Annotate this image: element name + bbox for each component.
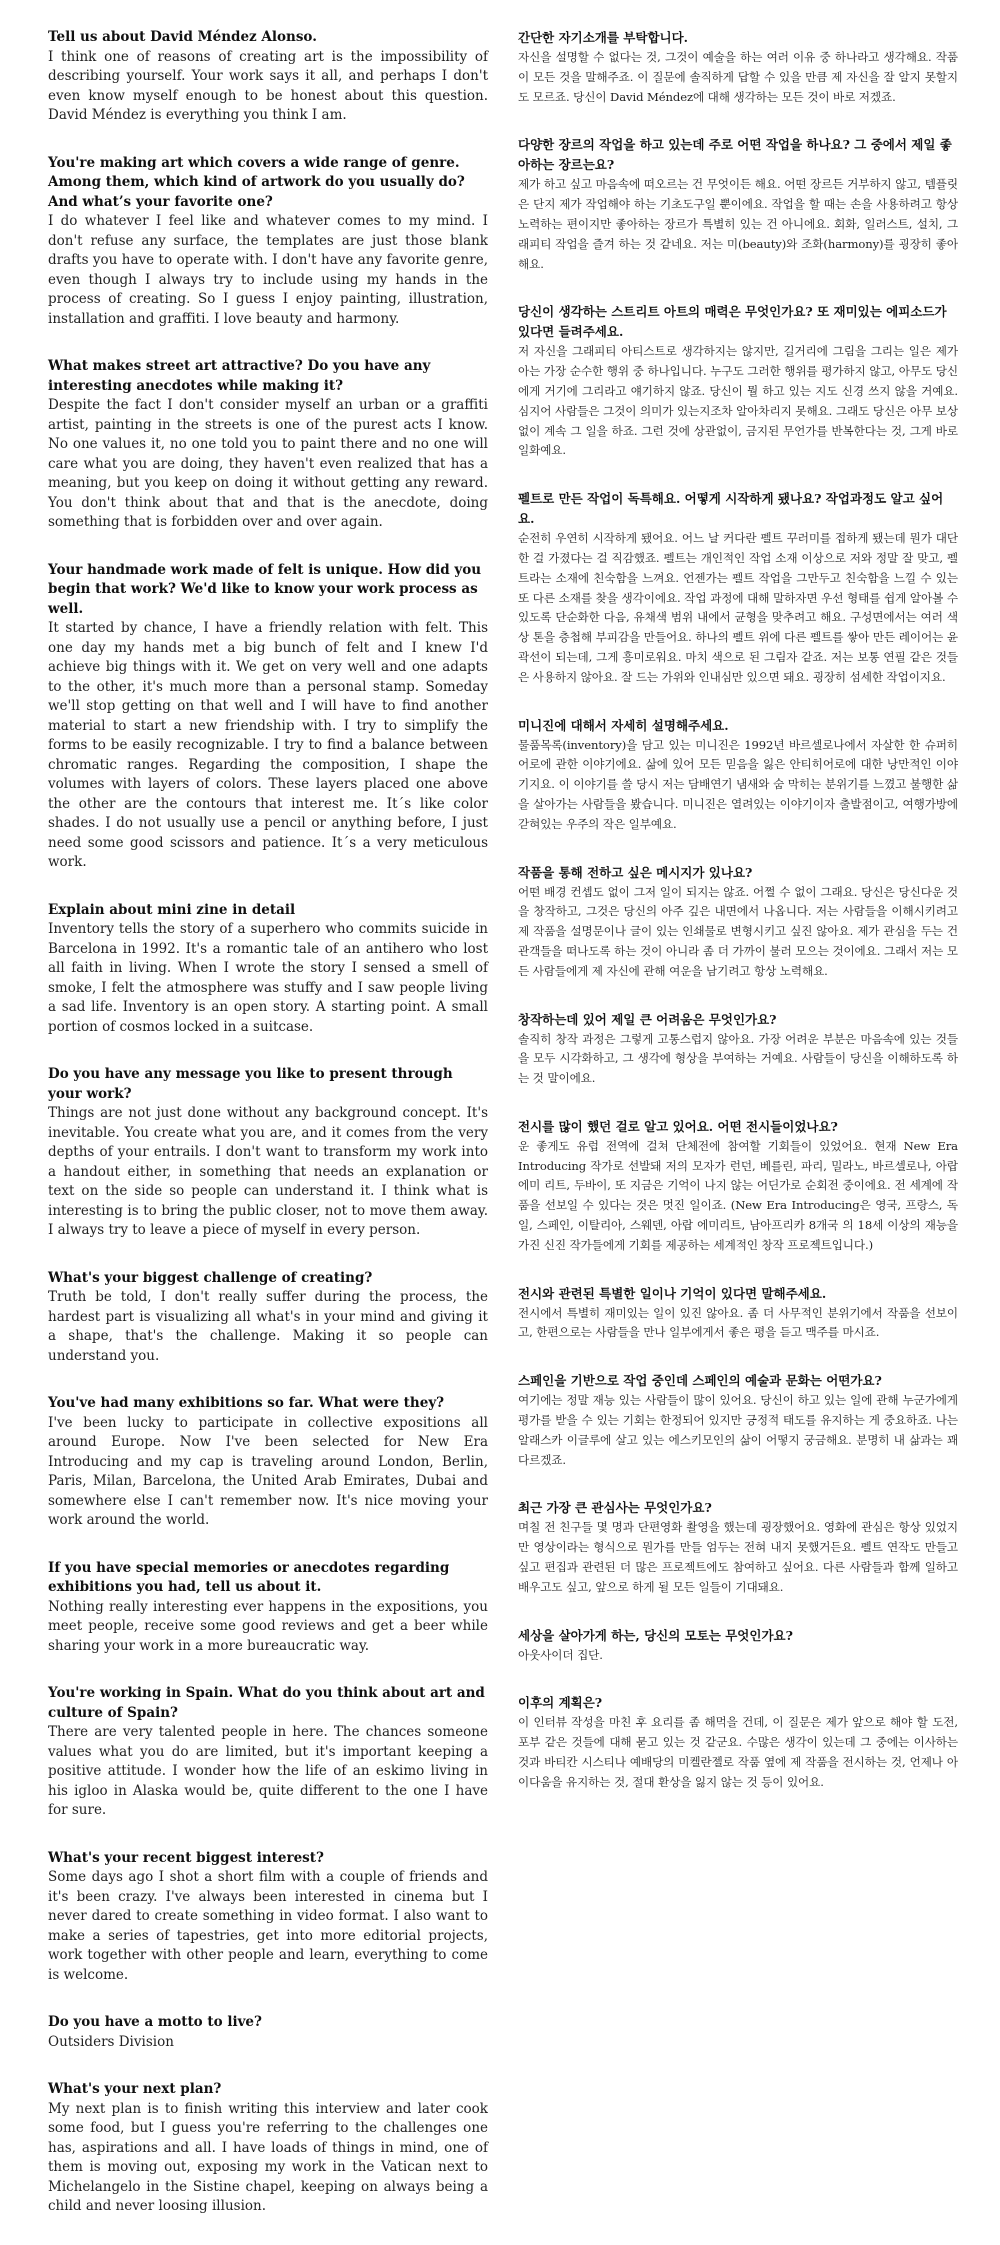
korean-question: 창작하는데 있어 제일 큰 어려움은 무엇인가요? — [518, 1011, 777, 1027]
english-answer: Truth be told, I don't really suffer during the process, the hardest part is visualizing all what's in your mind and giving it a shape, that's the challenge. Making it so people can understand you. — [48, 1289, 488, 1364]
korean-question: 이후의 계획은? — [518, 1695, 603, 1711]
english-question: You're working in Spain. What do you think about art and culture of Spain? — [48, 1685, 485, 1721]
english-answer: Despite the fact I don't consider myself an urban or a graffiti artist, painting in the streets is one of the purest acts I know. No one values it, no one told you to paint there and no one will care what you are doing, they haven't even realized that has a meaning, but you keep on doing it without getting any reward. You don't think about that and that is the anecdote, doing something that is forbidden over and over again. — [48, 397, 488, 530]
english-qa-block — [48, 357, 488, 533]
korean-question: 간단한 자기소개를 부탁합니다. — [518, 30, 689, 45]
english-answer: There are very talented people in here. The chances someone values what you do are limited, but it's important keeping a positive attitude. I wonder how the life of an eskimo living in his igloo in Alaska would be, quite different to the one I have for sure. — [48, 1724, 488, 1818]
english-qa-block — [48, 561, 488, 873]
korean-question: 작품을 통해 전하고 싶은 메시지가 있나요? — [518, 864, 753, 880]
english-qa-block — [48, 1559, 488, 1657]
korean-answer: 솔직히 창작 과정은 그렇게 고통스럽지 않아요. 가장 어려운 부분은 마음속에 있는 것들을 모두 시각화하고, 그 생각에 형상을 부여하는 거예요. 사람들이 당신을 이해하도록 하는 것 말이에요. — [518, 1031, 958, 1086]
english-question: Do you have a motto to live? — [48, 2014, 262, 2030]
korean-qa-block — [518, 863, 958, 982]
english-qa-block — [48, 1849, 488, 1986]
korean-question: 세상을 살아가게 하는, 당신의 모토는 무엇인가요? — [518, 1627, 793, 1643]
korean-answer: 운 좋게도 유럽 전역에 걸쳐 단체전에 참여할 기회들이 있었어요. 현재 New Era Introducing 작가로 선발돼 저의 모자가 런던, 베를린, 파리, 밀라노, 바르셀로나, 아랍 에미 리트, 두바이, 또 지금은 기억이 나지 않는 어딘가로 순회전 중이에요. 전 세계에 작품을 선보일 수 있다는 것은 멋진 일이죠. (New Era Introducing은 영국, 프랑스, 독일, 스페인, 이탈리아, 스웨덴, 아랍 에미리트, 남아프리카 8개국 의 18세 이상의 재능을 가진 신진 작가들에게 기회를 제공하는 세계적인 창작 프로젝트입니다.) — [518, 1138, 958, 1252]
english-answer: Things are not just done without any background concept. It's inevitable. You create what you are, and it comes from the very depths of your entrails. I don't want to transform my work into a handout either, in something that needs an explanation or text on the side so people can understand it. I think what is interesting is to bring the public closer, not to move them away. I always try to leave a piece of myself in every person. — [48, 1105, 488, 1238]
korean-answer: 물품목록(inventory)을 담고 있는 미니진은 1992년 바르셀로나에서 자살한 한 슈퍼히어로에 관한 이야기에요. 삶에 있어 모든 믿음을 잃은 안티히어로에 대한 낭만적인 이야기지요. 이 이야기를 쓸 당시 저는 담배연기 냄새와 숨 막히는 분위기를 느꼈고 불행한 삶을 살아가는 사람들을 봤습니다. 미니진은 열려있는 이야기이자 출발점이고, 여행가방에 갇혀있는 우주의 작은 일부예요. — [518, 737, 958, 831]
english-column — [48, 28, 488, 2245]
english-question: You've had many exhibitions so far. What were they? — [48, 1395, 445, 1411]
english-answer: I think one of reasons of creating art is the impossibility of describing yourself. Your work says it all, and perhaps I don't even know myself enough to be honest about this question. David Méndez is everything you think I am. — [48, 48, 488, 123]
korean-qa-block — [518, 716, 958, 835]
english-answer: Some days ago I shot a short film with a couple of friends and it's been crazy. I've always been interested in cinema but I never dared to create something in video format. I also want to make a series of tapestries, get into more editorial projects, work together with other people and learn, everything to come is welcome. — [48, 1869, 488, 1983]
korean-answer: 저 자신을 그래피티 아티스트로 생각하지는 않지만, 길거리에 그림을 그리는 일은 제가 아는 가장 순수한 행위 중 하나입니다. 누구도 그러한 행위를 평가하지 않고, 아무도 당신에게 거기에 그리라고 얘기하지 않죠. 당신이 뭘 하고 있는 지도 신경 쓰지 않을 거예요. 심지어 사람들은 그것이 의미가 있는지조차 알아차리지 못해요. 그래도 당신은 아무 보상 없이 계속 그 일을 하죠. 그런 것에 상관없이, 금지된 무언가를 반복한다는 것, 그게 바로 일화예요. — [518, 344, 958, 458]
korean-qa-block — [518, 135, 958, 274]
korean-qa-block — [518, 1693, 958, 1792]
english-qa-block — [48, 901, 488, 1038]
korean-qa-block — [518, 489, 958, 687]
korean-qa-block — [518, 302, 958, 461]
korean-column — [518, 28, 958, 1821]
english-question: What's your recent biggest interest? — [48, 1849, 324, 1866]
korean-answer: 여기에는 정말 재능 있는 사람들이 많이 있어요. 당신이 하고 있는 일에 관해 누군가에게 평가를 받을 수 있는 기회는 한정되어 있지만 긍정적 태도를 유지하는 게 중요하죠. 나는 알래스카 이글루에 살고 있는 에스키모인의 삶이 어떻지 궁금해요. 분명히 내 삶과는 꽤 다르겠죠. — [518, 1393, 958, 1467]
english-answer: It started by chance, I have a friendly relation with felt. This one day my hands met a big bunch of felt and I knew I'd achieve big things with it. We get on very well and one adapts to the other, it's much more than a personal stamp. Someday we'll stop getting on that well and I will have to find another material to start a new friendship with. I try to simplify the forms to be easily recognizable. I try to find a balance between chromatic ranges. Regarding the composition, I shape the volumes with layers of colors. These layers placed one above the other are the contours that interest me. It´s like color shades. I do not usually use a pencil or anything before, I just need some good scissors and patience. It´s a very meticulous work. — [48, 620, 488, 870]
korean-qa-block — [518, 1498, 958, 1597]
english-answer: I do whatever I feel like and whatever comes to my mind. I don't refuse any surface, the templates are just those blank drafts you have to operate with. I don't have any favorite genre, even though I always try to include using my hands in the process of creating. So I guess I enjoy painting, illustration, installation and graffiti. I love beauty and harmony. — [48, 213, 488, 327]
english-qa-block — [48, 1269, 488, 1367]
korean-qa-block — [518, 1010, 958, 1089]
english-answer: My next plan is to finish writing this interview and later cook some food, but I guess you're referring to the challenges one has, aspirations and all. I have loads of things in mind, one of them is moving out, exposing my work in the Vatican next to Michelangelo in the Sistine chapel, keeping on always being a child and never loosing illusion. — [48, 2100, 488, 2214]
korean-qa-block — [518, 1284, 958, 1344]
english-qa-block — [48, 2013, 488, 2052]
english-question: You're making art which covers a wide range of genre. Among them, which kind of artwork do you usually do? And what’s your favorite one? — [48, 154, 465, 210]
english-qa-block — [48, 1065, 488, 1241]
english-qa-block — [48, 2080, 488, 2217]
english-question: If you have special memories or anecdotes regarding exhibitions you had, tell us about it. — [48, 1559, 450, 1595]
english-question: Your handmade work made of felt is unique. How did you begin that work? We'd like to know your work process as well. — [48, 561, 482, 617]
english-qa-block — [48, 1394, 488, 1531]
korean-answer: 자신을 설명할 수 없다는 것, 그것이 예술을 하는 여러 이유 중 하나라고 생각해요. 작품이 모든 것을 말해주죠. 이 질문에 솔직하게 답할 수 있을 만큼 제 자신을 잘 알지 못할지도 모르죠. 당신이 David Méndez에 대해 생각하는 모든 것이 바로 저겠죠. — [518, 50, 958, 104]
english-question: What makes street art attractive? Do you have any interesting anecdotes while making it? — [48, 358, 431, 394]
korean-question: 미니진에 대해서 자세히 설명해주세요. — [518, 717, 729, 733]
korean-answer: 이 인터뷰 작성을 마친 후 요리를 좀 해먹을 건데, 이 질문은 제가 앞으로 해야 할 도전, 포부 같은 것들에 대해 묻고 있는 것 같군요. 수많은 생각이 있는데 그 중에는 이사하는 것과 바티칸 시스티나 예배당의 미켈란젤로 작품 옆에 제 작품을 전시하는 것, 언제나 아이다움을 유지하는 것, 절대 환상을 잃지 않는 것 등이 있어요. — [518, 1715, 958, 1789]
korean-question: 당신이 생각하는 스트리트 아트의 매력은 무엇인가요? 또 재미있는 에피소드가 있다면 들려주세요. — [518, 304, 947, 340]
korean-qa-block — [518, 1626, 958, 1666]
english-question: Tell us about David Méndez Alonso. — [48, 29, 317, 45]
english-answer: I've been lucky to participate in collective expositions all around Europe. Now I've been selected for New Era Introducing and my cap is traveling around London, Berlin, Paris, Milan, Barcelona, the United Arab Emirates, Dubai and somewhere else I can't remember now. It's nice moving your work around the world. — [48, 1414, 488, 1528]
korean-question: 최근 가장 큰 관심사는 무엇인가요? — [518, 1500, 712, 1516]
korean-question: 전시와 관련된 특별한 일이나 기억이 있다면 말해주세요. — [518, 1285, 827, 1301]
english-question: Do you have any message you like to present through your work? — [48, 1066, 453, 1102]
english-question: Explain about mini zine in detail — [48, 901, 296, 918]
english-qa-block — [48, 154, 488, 330]
korean-question: 다양한 장르의 작업을 하고 있는데 주로 어떤 작업을 하나요? 그 중에서 제일 좋아하는 장르는요? — [518, 137, 952, 173]
english-answer: Inventory tells the story of a superhero who commits suicide in Barcelona in 1992. It's a romantic tale of an antihero who lost all faith in living. When I wrote the story I sensed a smell of smoke, I felt the atmosphere was stuffy and I saw people living a sad life. Inventory is an open story. A starting point. A small portion of cosmos locked in a suitcase. — [48, 921, 488, 1035]
korean-answer: 전시에서 특별히 재미있는 일이 있진 않아요. 좀 더 사무적인 분위기에서 작품을 선보이고, 한편으로는 사람들을 만나 일부에게서 좋은 평을 듣고 맥주를 마시죠. — [518, 1305, 958, 1340]
korean-answer: 며칠 전 친구들 몇 명과 단편영화 촬영을 했는데 굉장했어요. 영화에 관심은 항상 있었지만 영상이라는 형식으로 뭔가를 만들 엄두는 전혀 내지 못했거든요. 펠트 연작도 만들고 싶고 편집과 관련된 더 많은 프로젝트에도 참여하고 싶어요. 다른 사람들과 함께 일하고 배우고도 싶고, 앞으로 하게 될 모든 일들이 기대돼요. — [518, 1520, 958, 1594]
english-question: What's your next plan? — [48, 2081, 222, 2097]
english-answer: Nothing really interesting ever happens in the expositions, you meet people, receive some good reviews and get a beer while sharing your work in a more bureaucratic way. — [48, 1598, 488, 1654]
korean-question: 스페인을 기반으로 작업 중인데 스페인의 예술과 문화는 어떤가요? — [518, 1373, 882, 1389]
korean-qa-block — [518, 28, 958, 107]
english-question: What's your biggest challenge of creating? — [48, 1269, 373, 1286]
korean-answer: 순전히 우연히 시작하게 됐어요. 어느 날 커다란 펠트 꾸러미를 접하게 됐는데 뭔가 대단한 걸 가졌다는 걸 직감했죠. 펠트는 개인적인 작업 소재 이상으로 저와 정말 잘 맞고, 펠트라는 소재에 친숙함을 느껴요. 언젠가는 펠트 작업을 그만두고 친숙함을 느낄 수 있는 또 다른 소재를 찾을 생각이에요. 작업 과정에 대해 말하자면 우선 형태를 쉽게 알아볼 수 있도록 단순화한 다음, 유채색 범위 내에서 균형을 맞추려고 해요. 구성면에서는 여러 색상 톤을 층첩해 부피감을 만들어요. 하나의 펠트 위에 다른 펠트를 쌓아 만든 레이어는 윤곽선이 되는데, 그게 흥미로워요. 마치 색으로 된 그림자 같죠. 저는 보통 연필 같은 것들은 사용하지 않아요. 잘 드는 가위와 인내심만 있으면 돼요. 굉장히 섬세한 작업이지요. — [518, 531, 958, 684]
english-answer: Outsiders Division — [48, 2033, 174, 2050]
english-qa-block — [48, 28, 488, 126]
korean-answer: 제가 하고 싶고 마음속에 떠오르는 건 무엇이든 해요. 어떤 장르든 거부하지 않고, 템플릿은 단지 제가 작업해야 하는 기초도구일 뿐이에요. 작업을 할 때는 손을 사용하려고 항상 노력하는 편이지만 좋아하는 장르가 특별히 있는 건 아니에요. 회화, 일러스트, 설치, 그래피티 작업을 즐겨 하는 것 같네요. 저는 미(beauty)와 조화(harmony)를 굉장히 좋아해요. — [518, 177, 958, 271]
english-qa-block — [48, 1684, 488, 1821]
korean-qa-block — [518, 1371, 958, 1470]
korean-answer: 아웃사이더 집단. — [518, 1647, 603, 1662]
korean-question: 펠트로 만든 작업이 독특해요. 어떻게 시작하게 됐나요? 작업과정도 알고 싶어요. — [518, 491, 944, 527]
korean-qa-block — [518, 1117, 958, 1256]
korean-question: 전시를 많이 했던 걸로 알고 있어요. 어떤 전시들이었나요? — [518, 1118, 838, 1134]
korean-answer: 어떤 배경 컨셉도 없이 그저 일이 되지는 않죠. 어쩔 수 없이 그래요. 당신은 당신다운 것을 창작하고, 그것은 당신의 아주 깊은 내면에서 나옵니다. 저는 사람들을 이해시키려고 제 작품을 설명문이나 글이 있는 인쇄물로 변형시키고 싶진 않아요. 제가 관심을 두는 건 관객들을 떠나도록 하는 것이 아니라 좀 더 가까이 불러 모으는 것이에요. 그래서 저는 모든 사람들에게 제 자신에 관해 여운을 남기려고 항상 노력해요. — [518, 884, 958, 978]
